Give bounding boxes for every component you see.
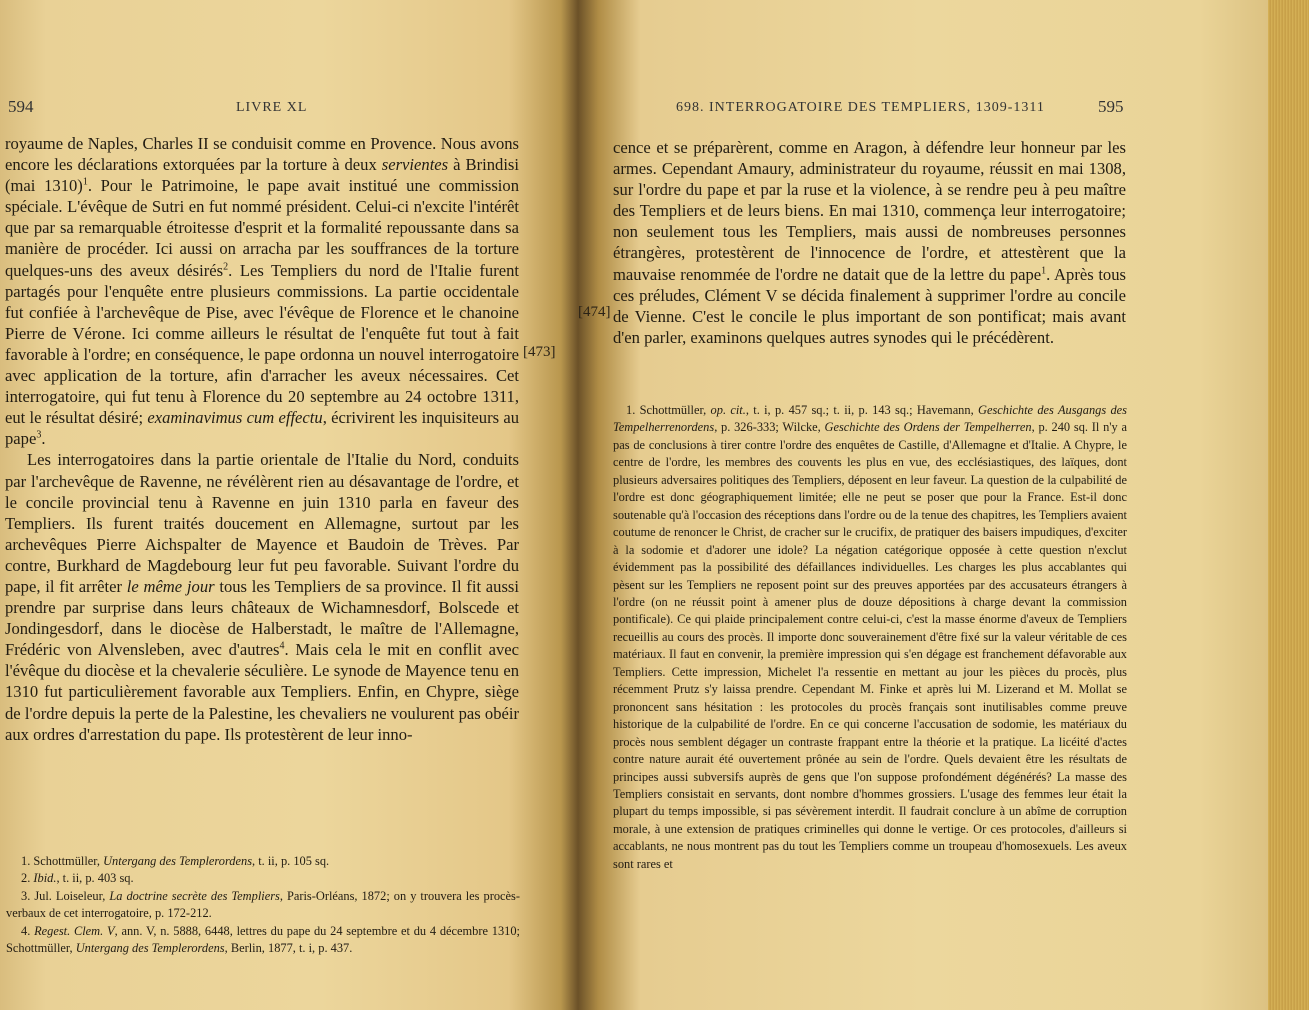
text-run: . Après tous ces préludes, Clément V se décida finalement à supprimer l'ordre au concile de Vienne. C'est le concile le plus important de son pontificat; mais avant d'en parler, examinons quelques autres synodes qui le précédèrent. xyxy=(613,264,1126,347)
left-margin-marker: [473] xyxy=(523,344,556,360)
footnote xyxy=(6,870,520,887)
right-paragraph xyxy=(613,137,1126,348)
italic-text: Geschichte des Ausgangs des Tempelherrenordens xyxy=(613,403,1127,435)
left-paragraph xyxy=(5,133,519,449)
text-run: 3. Jul. Loiseleur, xyxy=(21,888,110,903)
text-run: . Mais cela le mit en conflit avec l'évêque du diocèse et la chevalerie séculière. Le synode de Mayence tenu en 1310 fut particulièrement favorable aux Templiers. Enfin, en Chypre, siège de l'ordre depuis la perte de la Palestine, les chevaliers ne voulurent pas obéir aux ordres d'arrestation du pape. Ils protestèrent de leur inno- xyxy=(5,640,519,744)
text-run: . Les Templiers du nord de l'Italie furent partagés pour l'enquête entre plusieurs commissions. La partie occidentale fut confiée à l'archevêque de Pise, avec l'évêque de Florence et le chanoine Pierre de Vérone. Ici comme ailleurs le résultat de l'enquête fut tout à fait favorable à l'ordre; en conséquence, le pape ordonna un nouvel interrogatoire avec application de la torture, afin d'arracher les aveux nécessaires. Cet interrogatoire, qui fut tenu à Florence du 20 septembre au 24 octobre 1311, eut le résultat désiré; xyxy=(5,260,519,428)
italic-text: op. cit. xyxy=(710,403,746,417)
footnote xyxy=(613,402,1127,873)
text-run: . Pour le Patrimoine, le pape avait institué une commission spéciale. L'évêque de Sutri en fut nommé président. Celui-ci n'excite l'intérêt que par sa remarquable étroitesse d'esprit et la formalité repoussante dans sa manière de procéder. Ici aussi on arracha par les souffrances de la torture quelques-uns des aveux désirés xyxy=(5,176,519,280)
right-page-number: 595 xyxy=(1098,97,1124,116)
left-running-head: LIVRE XL xyxy=(236,100,308,115)
text-run: , p. 240 sq. Il n'y a pas de conclusions à tirer contre l'ordre des enquêtes de Castille, d'Allemagne et d'Italie. A Chypre, le centre de l'ordre, les membres des couvents les plus en vue, des ecclésiastiques, des laïques, dont plusieurs adversaires politiques des Templiers, déposent en leur faveur. La question de la culpabilité de l'ordre est donc géographiquement limitée; elle ne peut se poser que pour la France. Est-il donc soutenable qu'à l'occasion des réceptions dans l'ordre ou de la tenue des chapitres, les Templiers avaient coutume de renoncer le Christ, de cracher sur le crucifix, de pratiquer des baisers impudiques, d'exciter à la sodomie et d'adorer une idole? La négation catégorique opposée à cette question n'exclut évidemment pas la possibilité des défaillances individuelles. Les charges les plus accablantes qui pèsent sur les Templiers ne reposent point sur des preuves apportées par des accusateurs étrangers à l'ordre (on ne réussit point à amener plus de douze dépositions à charge devant la commission pontificale). Ce qui plaide principalement contre celui-ci, c'est la masse énorme d'aveux de Templiers recueillis au cours des procès. Il importe donc souverainement d'être fixé sur la valeur véritable de ces matériaux. Il faut en convenir, la première impression qui s'en dégage est franchement défavorable aux Templiers. Cette impression, Michelet l'a ressentie en mettant au jour les pièces du procès, plus récemment Prutz s'y laissa prendre. Cependant M. Finke et après lui M. Lizerand et M. Mollat se prononcent sans hésitation : les protocoles du procès français sont inutilisables comme preuve historique de la culpabilité de l'ordre. En ce qui concerne l'accusation de sodomie, les matériaux du procès nous semblent dégager un contraste frappant entre la théorie et la pratique. La licéité d'actes contre nature aurait été ouvertement prônée au sein de l'ordre. Quels devaient être les résultats de principes aussi subversifs auprès de gens que l'on suppose profondément dégénérés? La masse des Templiers consistait en servants, dont nombre d'hommes grossiers. L'usage des femmes leur était la plupart du temps impossible, si pas sévèrement interdit. Il faudrait conclure à un abîme de corruption morale, à une extension de pratiques criminelles qui donne le vertige. Or ces protocoles, d'ailleurs si accablants, ne nous montrent pas du tout les Templiers comme un troupeau d'homosexuels. Les aveux sont rares et xyxy=(613,420,1127,871)
footnote xyxy=(6,923,520,958)
text-run: 1. Schottmüller, xyxy=(626,403,711,417)
italic-text: examinavimus cum effectu xyxy=(147,408,323,428)
left-page xyxy=(0,0,578,1010)
right-footnotes xyxy=(613,402,1127,873)
text-run: , p. 326-333; Wilcke, xyxy=(714,420,825,435)
italic-text: servientes xyxy=(381,155,449,175)
text-run: , écrivirent les inquisiteurs au pape xyxy=(5,408,520,449)
footnote-ref: 3 xyxy=(36,429,42,441)
text-run: , Berlin, 1877, t. i, p. 437. xyxy=(224,941,353,956)
text-run: , t. i, p. 457 sq.; t. ii, p. 143 sq.; Havemann, xyxy=(745,403,978,417)
book-page-edges xyxy=(1268,0,1309,1010)
footnote-ref: 2 xyxy=(223,261,229,273)
right-page xyxy=(578,0,1268,1010)
text-run: , t. ii, p. 105 sq. xyxy=(252,854,330,868)
italic-text: Untergang des Templerordens xyxy=(103,854,253,868)
text-run: cence et se préparèrent, comme en Aragon, à défendre leur honneur par les armes. Cependant Amaury, administrateur du royaume, réussit en mai 1308, sur l'ordre du pape et par la ruse et la violence, à se rendre peu à peu maître des Templiers et de leurs biens. En mai 1310, commença leur interrogatoire; non seulement tous les Templiers, mais aussi de nombreuses personnes étrangères, protestèrent de l'innocence de l'ordre, et attestèrent que la mauvaise renommée de l'ordre ne datait que de la lettre du pape xyxy=(613,138,1126,284)
left-body-text xyxy=(5,133,519,745)
text-run: royaume de Naples, Charles II se conduisit comme en Provence. Nous avons encore les déclarations extorquées par la torture à deux xyxy=(5,134,519,175)
text-run: tous les Templiers de sa province. Il fit aussi prendre par surprise dans leurs châteaux de Wichamnesdorf, Bolscede et Jondingesdorf, dans le diocèse de Halberstadt, le maître de l'Allemagne, Frédéric von Alvensleben, avec d'autres xyxy=(5,576,519,660)
footnote-ref: 1 xyxy=(1041,265,1047,277)
footnote xyxy=(6,888,520,923)
text-run: Les interrogatoires dans la partie orientale de l'Italie du Nord, conduits par l'archevêque de Ravenne, ne révélèrent rien au désavantage de l'ordre, et le concile provincial tenu à Ravenne en juin 1310 parla en faveur des Templiers. Ils furent traités doucement en Allemagne, surtout par les archevêques Pierre Aichspalter de Mayence et Baudoin de Trèves. Par contre, Burkhard de Magdebourg leur fut peu favorable. Suivant l'ordre du pape, il fit arrêter xyxy=(5,450,519,596)
text-run: 4. xyxy=(21,923,35,938)
italic-text: La doctrine secrète des Templiers xyxy=(109,888,280,903)
left-paragraph xyxy=(5,449,519,744)
italic-text: Ibid. xyxy=(33,871,57,886)
text-run: , Paris-Orléans, 1872; on y trouvera les procès-verbaux de cet interrogatoire, p. 172-212. xyxy=(6,888,520,921)
right-running-head: 698. INTERROGATOIRE DES TEMPLIERS, 1309-1311 xyxy=(676,100,1045,115)
italic-text: le même jour xyxy=(126,576,215,596)
italic-text: Untergang des Templerordens xyxy=(75,941,225,956)
footnote-ref: 4 xyxy=(279,640,285,652)
footnote-ref: 1 xyxy=(82,176,88,188)
right-margin-marker: [474] xyxy=(578,304,611,320)
text-run: 1. Schottmüller, xyxy=(21,854,104,868)
text-run: , t. ii, p. 403 sq. xyxy=(56,871,134,886)
footnote xyxy=(6,853,520,870)
text-run: à Brindisi (mai 1310) xyxy=(5,155,519,196)
text-run: . xyxy=(41,429,46,449)
italic-text: Geschichte des Ordens der Tempelherren xyxy=(824,420,1032,435)
left-footnotes xyxy=(6,853,520,958)
text-run: , ann. V, n. 5888, 6448, lettres du pape du 24 septembre et du 4 décembre 1310; Schottmüller, xyxy=(6,923,520,956)
left-page-number: 594 xyxy=(8,97,34,116)
italic-text: Regest. Clem. V xyxy=(34,923,115,938)
right-body-text xyxy=(613,137,1126,348)
text-run: 2. xyxy=(21,871,34,886)
